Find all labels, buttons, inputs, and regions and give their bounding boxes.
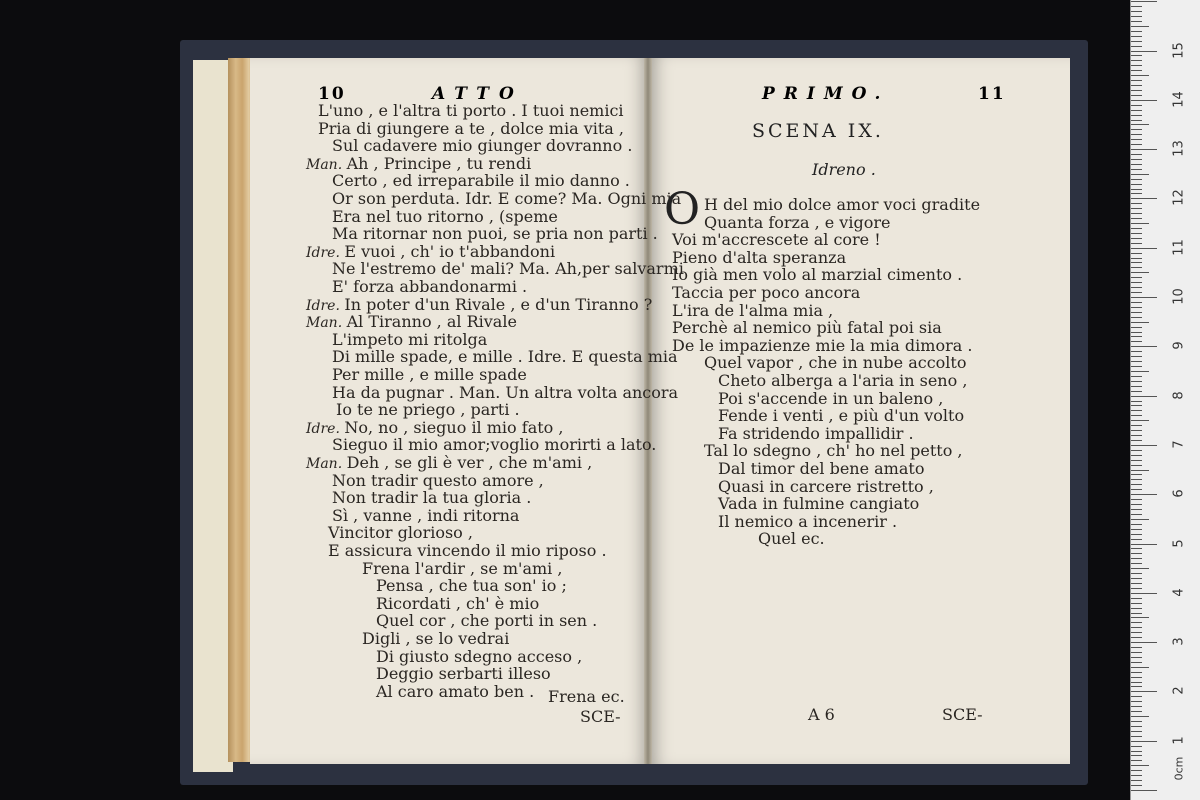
ruler-tick	[1131, 327, 1142, 328]
line-text: Per mille , e mille spade	[332, 365, 527, 384]
line-text: Deh , se gli è ver , che m'ami ,	[346, 453, 593, 472]
ruler-number: 14	[1171, 91, 1187, 108]
ruler-tick	[1131, 21, 1142, 22]
left-line	[362, 630, 509, 647]
ruler-tick	[1131, 642, 1157, 643]
left-catchword: SCE-	[580, 707, 621, 726]
line-text: Quel cor , che porti in sen .	[376, 611, 598, 631]
ruler-tick	[1131, 420, 1149, 421]
line-text: Era nel tuo ritorno , (speme	[332, 206, 558, 226]
ruler-tick	[1131, 455, 1142, 456]
right-line: L'ira de l'alma mia ,	[672, 300, 834, 320]
ruler-tick	[1131, 662, 1142, 663]
speaker-label: Idre.	[306, 420, 345, 437]
line-text: Frena l'ardir , se m'ami ,	[362, 558, 563, 578]
ruler-tick	[1131, 272, 1149, 273]
ruler-tick	[1131, 425, 1142, 426]
ruler-tick	[1131, 682, 1142, 683]
ruler-tick	[1131, 396, 1157, 397]
ruler-tick	[1131, 139, 1142, 140]
book-gutter	[644, 58, 652, 764]
line-text: Ha da pugnar . Man. Un altra volta ancora	[332, 382, 679, 402]
ruler-tick	[1131, 440, 1142, 441]
right-line: Voi m'accrescete al core !	[672, 230, 881, 250]
line-text: Deggio serbarti illeso	[376, 664, 551, 684]
ruler-tick	[1131, 770, 1142, 771]
left-line	[332, 384, 678, 401]
left-line	[332, 472, 544, 489]
left-line	[328, 524, 473, 541]
ruler-tick	[1131, 504, 1142, 505]
right-line: Cheto alberga a l'aria in seno ,	[718, 371, 968, 390]
ruler-tick	[1131, 95, 1142, 96]
ruler-tick	[1131, 647, 1142, 648]
ruler-tick	[1131, 696, 1142, 697]
right-line: Poi s'accende in un baleno ,	[718, 388, 944, 408]
ruler-tick	[1131, 410, 1142, 411]
ruler-tick	[1131, 60, 1142, 61]
ruler-tick	[1131, 110, 1142, 111]
ruler-tick	[1131, 755, 1142, 756]
ruler-tick	[1131, 164, 1142, 165]
ruler-tick	[1131, 346, 1157, 347]
measuring-ruler	[1130, 0, 1200, 800]
speaker-label: Idre.	[306, 297, 345, 314]
ruler-tick	[1131, 144, 1142, 145]
ruler-tick	[1131, 617, 1149, 618]
ruler-tick	[1131, 120, 1142, 121]
ruler-tick	[1131, 657, 1142, 658]
left-line	[332, 172, 630, 189]
line-text: E assicura vincendo il mio riposo .	[328, 541, 607, 560]
ruler-number: 3	[1171, 637, 1187, 646]
ruler-tick	[1131, 608, 1142, 609]
speaker-label: Idre.	[306, 244, 345, 261]
ruler-tick	[1131, 529, 1142, 530]
ruler-tick	[1131, 401, 1142, 402]
ruler-tick	[1131, 124, 1149, 125]
ruler-tick	[1131, 751, 1142, 752]
ruler-tick	[1131, 534, 1142, 535]
left-line	[332, 366, 527, 383]
paper-slip	[193, 60, 233, 772]
ruler-tick	[1131, 474, 1142, 475]
right-line: Perchè al nemico più fatal poi sia	[672, 318, 942, 338]
line-text: Digli , se lo vedrai	[362, 629, 510, 648]
ruler-tick	[1131, 243, 1142, 244]
ruler-tick	[1131, 134, 1142, 135]
ruler-tick	[1131, 568, 1149, 569]
ruler-tick	[1131, 238, 1142, 239]
line-text: Ah , Principe , tu rendi	[346, 153, 532, 173]
right-running-header: PRIMO.	[762, 84, 890, 104]
ruler-tick	[1131, 322, 1149, 323]
ruler-tick	[1131, 573, 1142, 574]
ruler-tick	[1131, 548, 1142, 549]
right-line: Io già men volo al marzial cimento .	[672, 265, 963, 285]
ruler-tick	[1131, 706, 1142, 707]
ruler-tick	[1131, 741, 1157, 742]
ruler-number: 6	[1171, 489, 1187, 498]
left-line	[362, 560, 562, 577]
line-text: Non tradir questo amore ,	[332, 470, 544, 490]
line-text: Di mille spade, e mille . Idre. E questa mia	[332, 347, 678, 367]
line-text: Io te ne priego , parti .	[336, 400, 520, 420]
left-line	[376, 665, 551, 682]
ruler-tick	[1131, 31, 1142, 32]
line-text: L'uno , e l'altra ti porto . I tuoi nemici	[318, 101, 624, 120]
ruler-tick	[1131, 558, 1142, 559]
ruler-tick	[1131, 613, 1142, 614]
ruler-tick	[1131, 691, 1157, 692]
ruler-tick	[1131, 553, 1142, 554]
ruler-number: 12	[1171, 189, 1187, 207]
ruler-tick	[1131, 51, 1157, 52]
left-line	[332, 331, 487, 348]
ruler-number: 15	[1171, 41, 1187, 59]
left-line	[376, 683, 534, 700]
ruler-tick	[1131, 356, 1142, 357]
ruler-tick	[1131, 115, 1142, 116]
ruler-tick	[1131, 361, 1142, 362]
left-line	[376, 612, 597, 629]
ruler-tick	[1131, 75, 1149, 76]
ruler-number: 10	[1171, 288, 1187, 305]
ruler-tick	[1131, 667, 1149, 668]
ruler-tick	[1131, 159, 1142, 160]
ruler-number: 7	[1171, 440, 1187, 449]
ruler-tick	[1131, 16, 1142, 17]
line-text: Sul cadavere mio giunger dovranno .	[332, 136, 633, 156]
ruler-tick	[1131, 391, 1142, 392]
ruler-tick	[1131, 253, 1142, 254]
ruler-tick	[1131, 154, 1142, 155]
ruler-tick	[1131, 445, 1157, 446]
left-line	[332, 190, 681, 207]
ruler-tick	[1131, 790, 1157, 791]
right-line: Tal lo sdegno , ch' ho nel petto ,	[704, 441, 963, 461]
ruler-tick	[1131, 731, 1142, 732]
ruler-tick	[1131, 70, 1142, 71]
left-line	[328, 542, 607, 559]
ruler-tick	[1131, 332, 1142, 333]
drop-cap: O	[664, 184, 701, 235]
ruler-tick	[1131, 721, 1142, 722]
ruler-tick	[1131, 223, 1149, 224]
ruler-tick	[1131, 677, 1142, 678]
ruler-tick	[1131, 233, 1142, 234]
speaker-label: Man.	[306, 315, 347, 332]
ruler-tick	[1131, 36, 1142, 37]
ruler-number: 9	[1171, 341, 1187, 350]
left-line	[332, 225, 658, 242]
ruler-number: 1	[1171, 736, 1187, 745]
line-text: No, no , sieguo il mio fato ,	[344, 417, 564, 437]
ruler-tick	[1131, 203, 1142, 204]
line-text: Al caro amato ben .	[376, 681, 535, 701]
ruler-tick	[1131, 701, 1142, 702]
ruler-tick	[1131, 593, 1157, 594]
left-line	[318, 120, 624, 137]
right-line: De le impazienze mie la mia dimora .	[672, 335, 973, 355]
ruler-tick	[1131, 514, 1142, 515]
ruler-tick	[1131, 499, 1142, 500]
right-line: Vada in fulmine cangiato	[718, 494, 920, 514]
line-text: Non tradir la tua gloria .	[332, 488, 532, 508]
ruler-tick	[1131, 351, 1142, 352]
line-text: Al Tiranno , al Rivale	[346, 312, 517, 332]
ruler-number: 8	[1171, 390, 1187, 400]
left-line	[376, 577, 567, 594]
ruler-tick	[1131, 297, 1157, 298]
ruler-tick	[1131, 598, 1142, 599]
ruler-tick	[1131, 282, 1142, 283]
ruler-tick	[1131, 11, 1142, 12]
ruler-tick	[1131, 603, 1142, 604]
right-line: Taccia per poco ancora	[672, 283, 861, 302]
ruler-tick	[1131, 509, 1142, 510]
ruler-tick	[1131, 637, 1142, 638]
left-line	[376, 648, 582, 665]
left-line	[332, 348, 678, 365]
ruler-tick	[1131, 479, 1142, 480]
ruler-tick	[1131, 80, 1142, 81]
ruler-tick	[1131, 208, 1142, 209]
ruler-tick	[1131, 765, 1149, 766]
ruler-number: 5	[1171, 538, 1187, 548]
ruler-tick	[1131, 129, 1142, 130]
ruler-tick	[1131, 539, 1142, 540]
ruler-unit: 0cm	[1172, 756, 1186, 781]
right-line: Quel ec.	[758, 529, 825, 549]
ruler-tick	[1131, 470, 1149, 471]
line-text: Sieguo il mio amor;voglio morirti a lato.	[332, 435, 657, 455]
ruler-tick	[1131, 460, 1142, 461]
ruler-tick	[1131, 149, 1157, 150]
ruler-tick	[1131, 85, 1142, 86]
ruler-tick	[1131, 287, 1142, 288]
left-page-number: 10	[318, 84, 346, 104]
ruler-tick	[1131, 55, 1142, 56]
ruler-tick	[1131, 267, 1142, 268]
signature-mark: A 6	[808, 705, 835, 724]
ruler-tick	[1131, 169, 1142, 170]
left-line	[332, 260, 684, 277]
line-text: Ma ritornar non puoi, se pria non parti .	[332, 224, 658, 244]
right-line: Pieno d'alta speranza	[672, 247, 847, 267]
ruler-tick	[1131, 386, 1142, 387]
line-text: Di giusto sdegno acceso ,	[376, 646, 583, 666]
right-line: Fende i venti , e più d'un volto	[718, 406, 965, 426]
line-text: Ne l'estremo de' mali? Ma. Ah,per salvarmi	[332, 259, 684, 279]
ruler-number: 13	[1171, 140, 1187, 157]
left-line	[332, 436, 656, 453]
ruler-tick	[1131, 415, 1142, 416]
line-text: Sì , vanne , indi ritorna	[332, 505, 520, 525]
scene-character: Idreno .	[812, 160, 876, 179]
ruler-tick	[1131, 686, 1142, 687]
ruler-tick	[1131, 1, 1157, 2]
ruler-tick	[1131, 430, 1142, 431]
ruler-tick	[1131, 371, 1149, 372]
left-cue: Frena ec.	[548, 687, 625, 706]
ruler-tick	[1131, 652, 1142, 653]
ruler-tick	[1131, 302, 1142, 303]
ruler-tick	[1131, 726, 1142, 727]
line-text: Certo , ed irreparabile il mio danno .	[332, 171, 630, 191]
right-line: Il nemico a incenerir .	[718, 511, 898, 531]
ruler-tick	[1131, 277, 1142, 278]
ruler-number: 2	[1171, 686, 1187, 696]
ruler-tick	[1131, 711, 1142, 712]
ruler-tick	[1131, 174, 1149, 175]
ruler-number: 4	[1171, 588, 1187, 597]
ruler-tick	[1131, 366, 1142, 367]
ruler-tick	[1131, 524, 1142, 525]
ruler-tick	[1131, 588, 1142, 589]
ruler-tick	[1131, 100, 1157, 101]
ruler-tick	[1131, 248, 1157, 249]
ruler-tick	[1131, 578, 1142, 579]
ruler-tick	[1131, 405, 1142, 406]
ruler-tick	[1131, 307, 1142, 308]
ruler-tick	[1131, 46, 1142, 47]
ruler-tick	[1131, 198, 1157, 199]
ruler-tick	[1131, 189, 1142, 190]
right-line: H del mio dolce amor voci gradite	[704, 195, 981, 214]
ruler-tick	[1131, 184, 1142, 185]
left-line	[318, 102, 624, 119]
ruler-tick	[1131, 484, 1142, 485]
speaker-label: Man.	[306, 156, 347, 173]
ruler-tick	[1131, 341, 1142, 342]
ruler-number: 11	[1171, 238, 1187, 256]
left-running-header: ATTO	[432, 84, 524, 104]
left-line	[332, 507, 519, 524]
ruler-tick	[1131, 563, 1142, 564]
ruler-tick	[1131, 262, 1142, 263]
ruler-tick	[1131, 179, 1142, 180]
ruler-tick	[1131, 105, 1142, 106]
scene-title: SCENA IX.	[752, 120, 884, 142]
line-text: E' forza abbandonarmi .	[332, 277, 528, 296]
ruler-tick	[1131, 218, 1142, 219]
ruler-tick	[1131, 583, 1142, 584]
ruler-tick	[1131, 672, 1142, 673]
ruler-tick	[1131, 716, 1149, 717]
ruler-tick	[1131, 435, 1142, 436]
left-line	[332, 278, 527, 295]
line-text: In poter d'un Rivale , e d'un Tiranno ?	[344, 294, 653, 314]
ruler-tick	[1131, 317, 1142, 318]
right-catchword: SCE-	[942, 705, 983, 724]
left-line	[332, 489, 531, 506]
left-line	[332, 208, 558, 225]
ruler-tick	[1131, 627, 1142, 628]
right-page-number: 11	[978, 84, 1006, 104]
ruler-tick	[1131, 193, 1142, 194]
ruler-tick	[1131, 494, 1157, 495]
ruler-tick	[1131, 780, 1142, 781]
ruler-tick	[1131, 450, 1142, 451]
ruler-tick	[1131, 736, 1142, 737]
right-line: Quanta forza , e vigore	[704, 212, 891, 232]
ruler-tick	[1131, 6, 1142, 7]
ruler-tick	[1131, 376, 1142, 377]
line-text: Pria di giungere a te , dolce mia vita ,	[318, 118, 624, 138]
ruler-tick	[1131, 489, 1142, 490]
right-line: Dal timor del bene amato	[718, 459, 925, 478]
right-line: Quel vapor , che in nube accolto	[704, 353, 967, 373]
ruler-tick	[1131, 90, 1142, 91]
ruler-tick	[1131, 292, 1142, 293]
line-text: E vuoi , ch' io t'abbandoni	[344, 241, 556, 261]
line-text: L'impeto mi ritolga	[332, 329, 488, 349]
ruler-tick	[1131, 519, 1149, 520]
ruler-tick	[1131, 785, 1142, 786]
ruler-tick	[1131, 65, 1142, 66]
ruler-tick	[1131, 228, 1142, 229]
left-line	[376, 595, 539, 612]
line-text: Pensa , che tua son' io ;	[376, 576, 567, 596]
left-line	[336, 401, 520, 418]
right-line: Quasi in carcere ristretto ,	[718, 476, 934, 496]
ruler-tick	[1131, 632, 1142, 633]
ruler-tick	[1131, 336, 1142, 337]
left-line	[332, 137, 632, 154]
ruler-tick	[1131, 544, 1157, 545]
ruler-tick	[1131, 746, 1142, 747]
speaker-label: Man.	[306, 456, 347, 472]
ruler-tick	[1131, 381, 1142, 382]
line-text: Ricordati , ch' è mio	[376, 593, 540, 613]
line-text: Or son perduta. Idr. E come? Ma. Ogni mia	[332, 189, 682, 208]
ruler-tick	[1131, 26, 1149, 27]
ruler-tick	[1131, 775, 1142, 776]
ruler-tick	[1131, 213, 1142, 214]
ruler-tick	[1131, 312, 1142, 313]
ruler-tick	[1131, 465, 1142, 466]
ruler-tick	[1131, 760, 1142, 761]
ruler-tick	[1131, 258, 1142, 259]
ruler-tick	[1131, 622, 1142, 623]
ruler-tick	[1131, 41, 1142, 42]
line-text: Vincitor glorioso ,	[328, 523, 473, 543]
right-line: Fa stridendo impallidir .	[718, 423, 914, 443]
